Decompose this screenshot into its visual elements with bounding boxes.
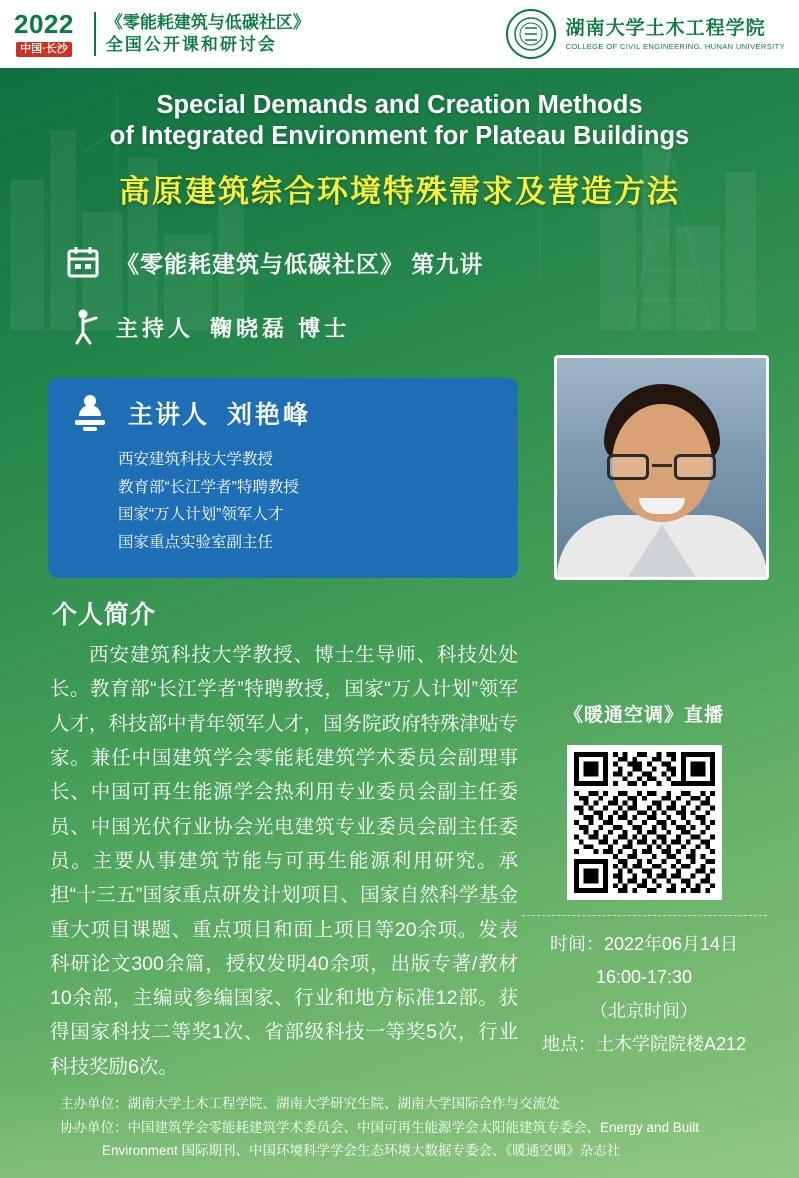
event-timezone: （北京时间）: [590, 1000, 698, 1021]
city-badge: 中国·长沙: [16, 42, 72, 57]
organizer-list: 湖南大学土木工程学院、湖南大学研究生院、湖南大学国际合作与交流处: [127, 1096, 560, 1112]
speaker-card: [48, 378, 518, 578]
series-row: [66, 245, 799, 279]
credential-item: 教育部“长江学者”特聘教授: [118, 478, 299, 496]
conference-title: [106, 12, 310, 57]
organizer-label: 主办单位：: [60, 1096, 128, 1112]
coorganizer-label: 协办单位：: [60, 1119, 128, 1135]
speaker-podium-icon: [70, 394, 110, 432]
series-text: 《零能耗建筑与低碳社区》 第九讲: [116, 250, 484, 277]
event-date: 2022年06月14日: [603, 934, 739, 954]
organizer-line: [60, 1094, 769, 1114]
poster-header: [0, 0, 799, 68]
calendar-icon: [66, 245, 100, 279]
header-left: [14, 11, 310, 57]
header-right: [506, 9, 785, 59]
header-divider: [94, 12, 96, 56]
university-name: [566, 17, 785, 52]
speaker-credentials: [118, 446, 518, 556]
event-meta: [519, 928, 769, 1061]
qr-code-image: [574, 752, 715, 893]
credential-item: 国家重点实验室副主任: [118, 533, 274, 551]
title-block: [0, 68, 799, 211]
time-label: 时间：: [549, 934, 604, 954]
seal-emblem-icon: [513, 16, 549, 52]
year-block: [14, 11, 84, 57]
credential-item: 国家“万人计划”领军人才: [118, 506, 284, 524]
place-label: 地点：: [541, 1033, 596, 1054]
event-place: 土木学院院楼A212: [595, 1033, 747, 1054]
meta-divider: [522, 915, 767, 916]
presenter-icon: [70, 309, 100, 345]
poster-footer: [0, 1082, 799, 1178]
event-place-line: [519, 1028, 769, 1061]
english-title-line2: of Integrated Environment for Plateau Buildings: [109, 122, 690, 151]
event-date-line: [519, 928, 769, 961]
host-name: 鞠晓磊 博士: [210, 315, 351, 341]
event-time-range: 16:00-17:30: [595, 967, 693, 988]
university-name-cn: 湖南大学土木工程学院: [565, 16, 766, 39]
english-title-line1: Special Demands and Creation Methods: [156, 91, 643, 119]
speaker-portrait: [554, 355, 769, 580]
conference-title-line2: 全国公开课和研讨会: [105, 35, 277, 54]
bio-text: 西安建筑科技大学教授、博士生导师、科技处处长。教育部“长江学者”特聘教授，国家“万人计划”领军人才，科技部中青年领军人才，国务院政府特殊津贴专家。兼任中国建筑学会零能耗建筑学术委员会副理事长、中国可再生能源学会热利用专业委员会副主任委员、中国光伏行业协会光电建筑专业委员会副主任委员。主要从事建筑节能与可再生能源利用研究。承担“十三五”国家重点研发计划项目、国家自然科学基金重大项目课题、重点项目和面上项目等20余项。发表科研论文300余篇，授权发明40余项，出版专著/教材10余部，主编或参编国家、行业和地方标准12部。获得国家科技二等奖1次、省部级科技一等奖5次，行业科技奖励6次。: [50, 644, 519, 1078]
year-label: 2022: [14, 9, 74, 39]
credential-item: 西安建筑科技大学教授: [118, 451, 274, 468]
qr-code[interactable]: [567, 745, 722, 900]
live-label: 《暖通空调》直播: [563, 705, 724, 726]
chinese-title: 高原建筑综合环境特殊需求及营造方法: [119, 174, 680, 210]
coorganizer-line2: Environment 国际期刊、中国环境科学学会生态环境大数据专委会、《暖通空调》杂志社: [102, 1142, 621, 1158]
conference-title-line1: 《零能耗建筑与低碳社区》: [105, 12, 310, 32]
bio-heading: 个人简介: [52, 601, 157, 629]
host-label: 主持人: [116, 315, 195, 341]
speaker-head: [70, 394, 518, 432]
university-name-en: COLLEGE OF CIVIL ENGINEERING, HUNAN UNIVERSITY: [565, 42, 785, 52]
coorganizer-list-1: 中国建筑学会零能耗建筑学术委员会、中国可再生能源学会太阳能建筑专委会、Energy and Built: [127, 1119, 700, 1135]
university-seal-icon: [506, 9, 556, 59]
speaker-name: 刘艳峰: [227, 401, 312, 429]
speaker-label: 主讲人: [128, 401, 210, 429]
coorganizer-line1: [60, 1118, 769, 1138]
host-row: [70, 309, 799, 345]
